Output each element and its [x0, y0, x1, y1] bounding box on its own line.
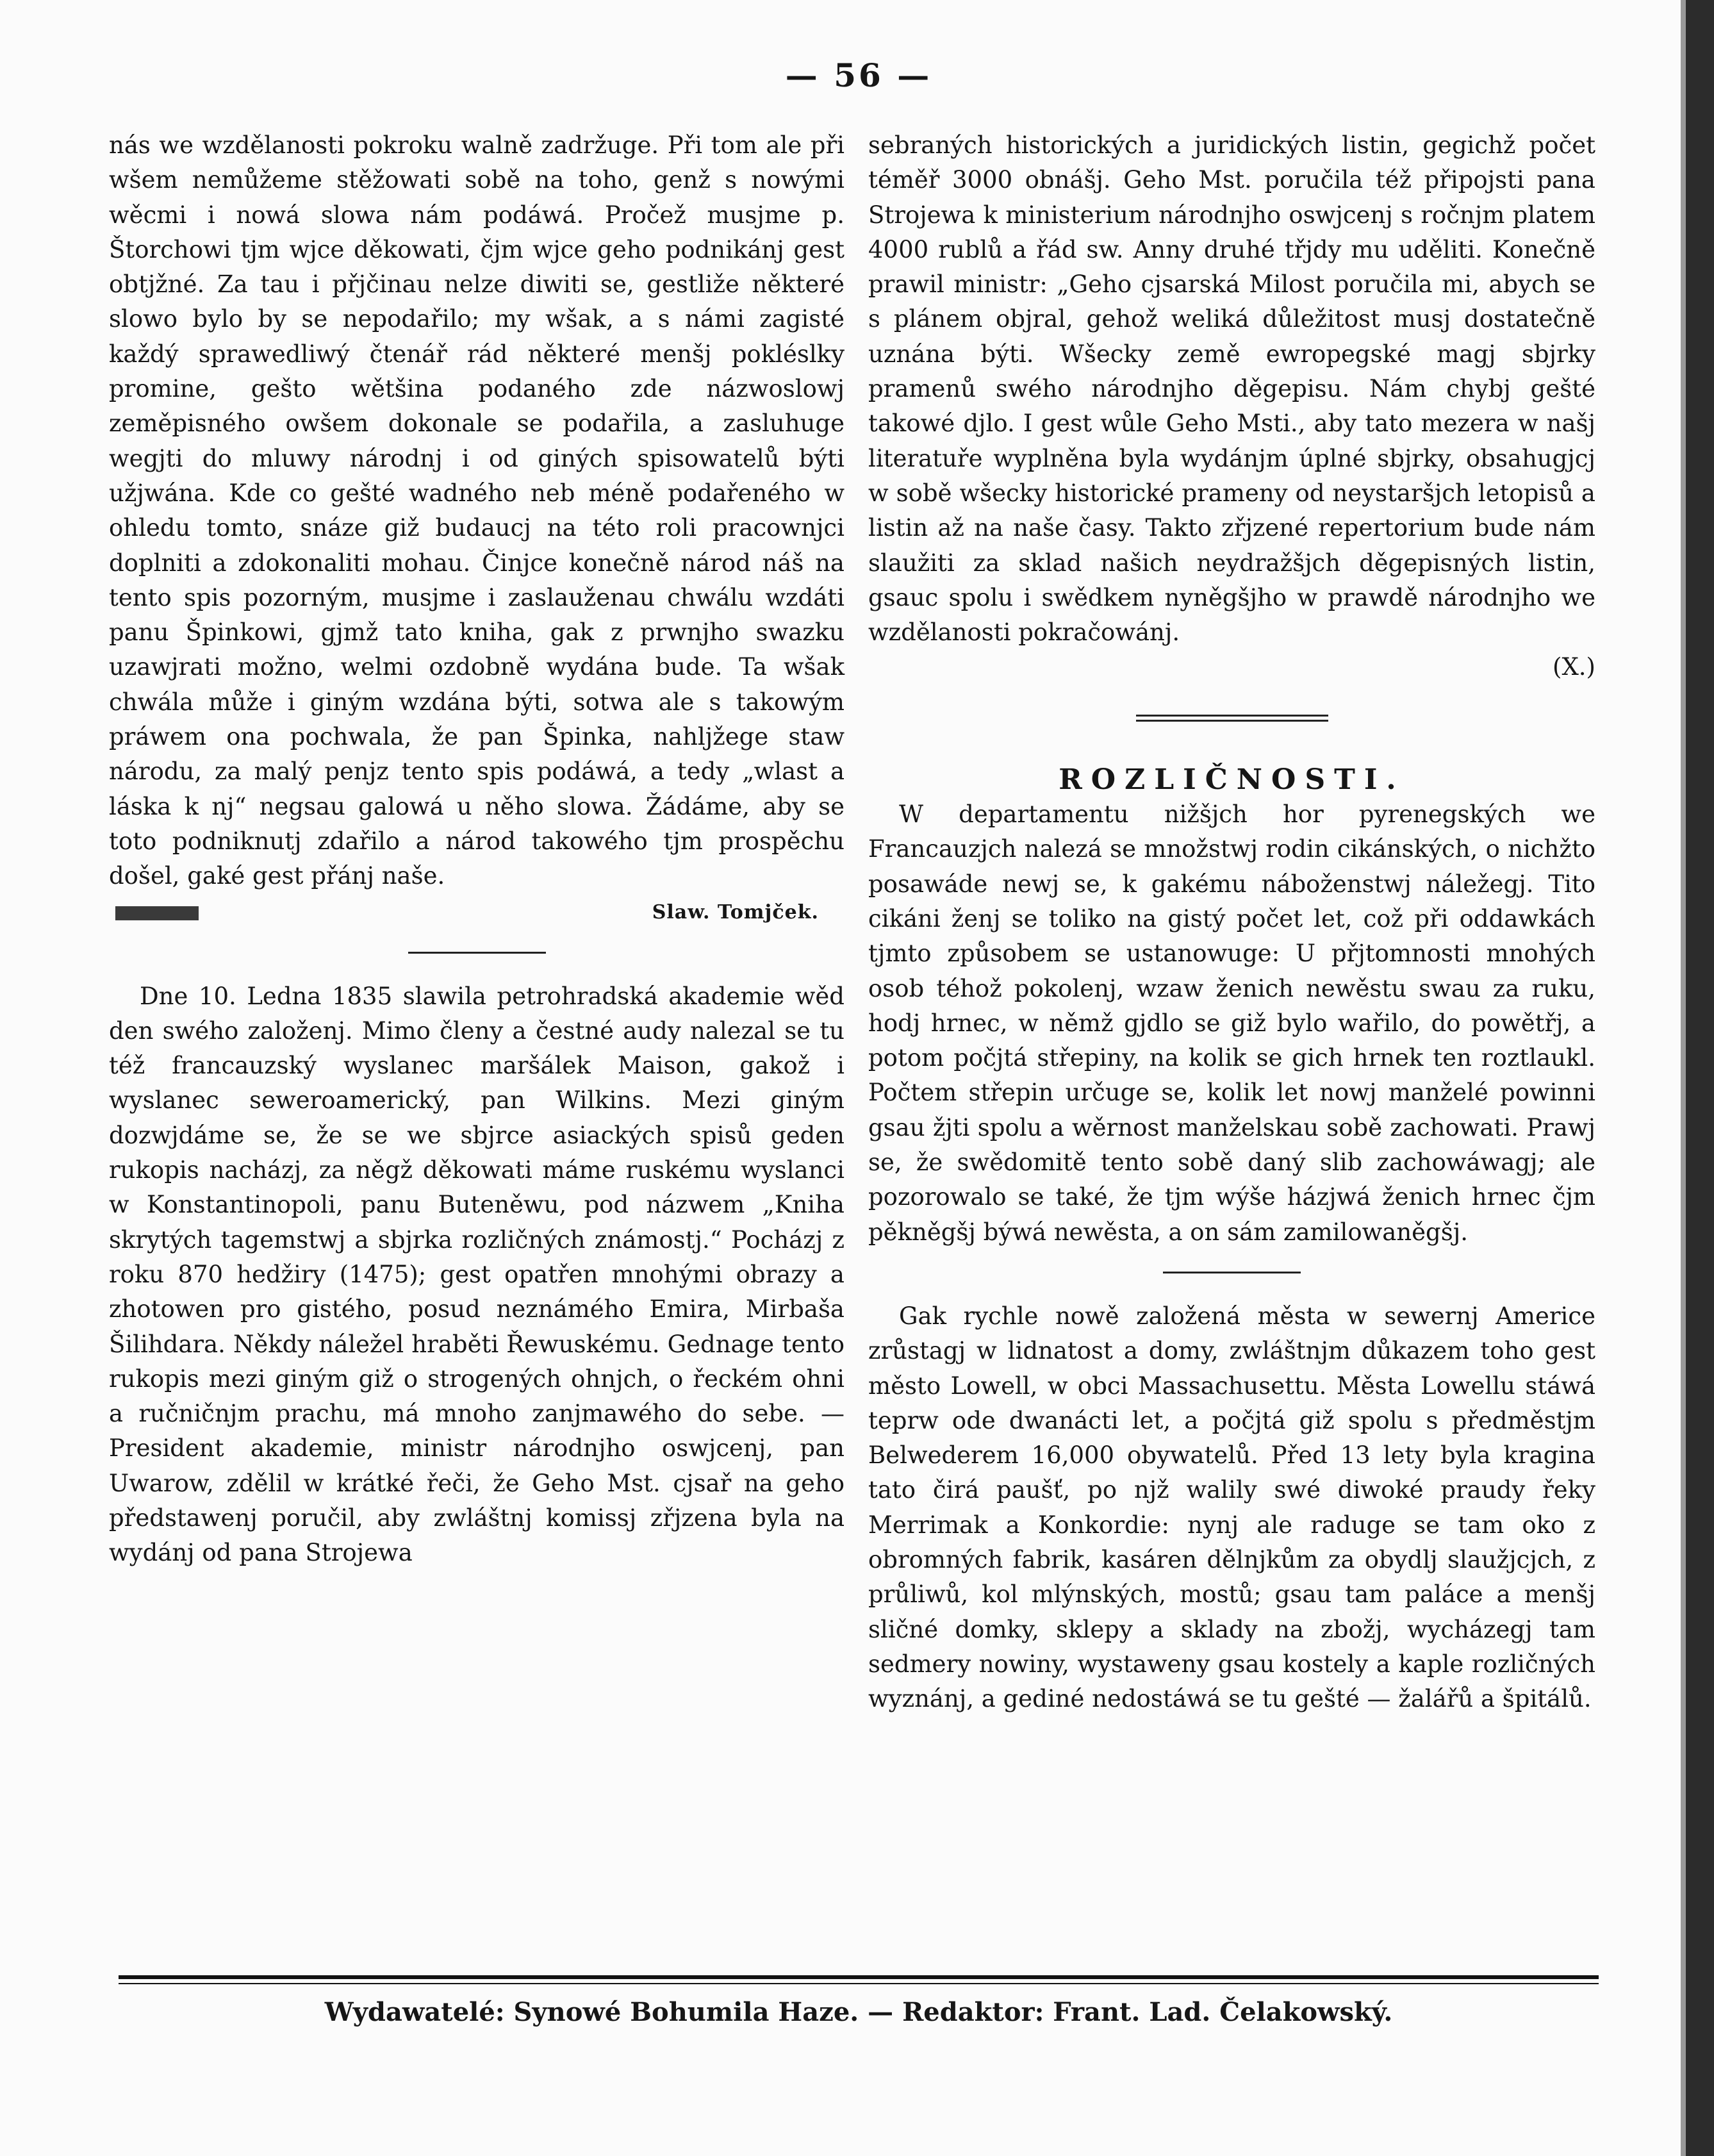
- author-signature: Slaw. Tomjček.: [652, 901, 819, 924]
- right-column: [868, 128, 1595, 1716]
- page-number: — 56 —: [785, 56, 932, 94]
- scan-edge: [1686, 0, 1714, 2156]
- article-signoff: (X.): [1553, 653, 1595, 681]
- double-separator-rule: [1136, 715, 1328, 722]
- ink-smudge: [115, 906, 199, 920]
- gypsy-wedding-note: W departamentu nižšjch hor pyrenegských we Francauzjch nalezá se množstwj rodin cikánských, o nichžto posawáde newj se, k gakému náboženstwj náležegj. Tito cikáni ženj se toliko na gistý počet let, což při oddawkách tjmto způsobem se ustanowuge: U přjtomnosti mnohých osob téhož pokolenj, wzaw ženich newěstu swau za ruku, hodj hrnec, w němž gjdlo se giž bylo wařilo, do powětřj, a potom počjtá střepiny, na kolik se gich hrnek ten roztlaukl. Počtem střepin určuge se, kolik let nowj manželé powinni gsau žjti spolu a wěrnost manželskau sobě zachowati. Prawj se, že swědomitě tento sobě daný slib zachowáwagj; ale pozorowalo se také, že tjm wýše házjwá ženich hrnec čjm pěkněgšj býwá newěsta, a on sám zamilowaněgšj.: [868, 800, 1595, 1246]
- article-continuation: nás we wzdělanosti pokroku walně zadržuge. Při tom ale při wšem nemůžeme stěžowati sobě na toho, genž s nowými wěcmi i nowá slowa nám podáwá. Pročež musjme p. Štorchowi tjm wjce děkowati, čjm wjce geho podnikánj gest obtjžné. Za tau i přjčinau nelze diwiti se, gestliže některé slowo bylo by se nepodařilo; my wšak, a s námi zagisté každý sprawedliwý čtenář rád některé menšj pokléslky promine, gešto wětšina podaného zde názwoslowj zeměpisného owšem dokonale se podařila, a zasluhuge wegjti do mluwy národnj i od giných spisowatelů býti užjwána. Kde co gešté wadného neb méně podařeného w ohledu tomto, snáze giž budaucj na této roli pracownjci doplniti a zdokonaliti mohau. Činjce konečně národ náš na tento spis pozorným, musjme i zaslauženau chwálu wzdáti panu Špinkowi, gjmž tato kniha, gak z prwnjho swazku uzawjrati možno, welmi ozdobně wydána bude. Ta wšak chwála může i giným wzdána býti, sotwa ale s takowým práwem ona pochwala, že pan Špinka, nahljžege staw národu, za malý penjz tento spis podáwá, a tedy „wlast a láska k nj“ negsau galowá u něho slowa. Žádáme, aby se toto podniknutj zdařilo a národ takowého tjm prospěchu došel, gaké gest přánj naše.: [109, 131, 845, 890]
- separator-rule: [408, 952, 546, 954]
- section-title: ROZLIČNOSTI.: [1059, 763, 1405, 796]
- left-column: [109, 128, 845, 1571]
- signature-row: [109, 897, 845, 930]
- colophon: [119, 1977, 1599, 2027]
- separator-rule: [1163, 1272, 1301, 1273]
- scan-edge-shadow: [1681, 0, 1686, 2156]
- colophon-text: Wydawatelé: Synowé Bohumila Haze. — Redaktor: Frant. Lad. Čelakowský.: [324, 1997, 1393, 2027]
- lowell-city-note: Gak rychle nowě založená města w sewernj Americe zrůstagj w lidnatost a domy, zwláštnjm důkazem toho gest město Lowell, w obci Massachusettu. Města Lowellu stáwá teprw ode dwanácti let, a počjtá giž spolu s předměstjm Belwederem 16,000 obywatelů. Před 13 lety byla kragina tato čirá paušť, po njž walily swé diwoké praudy řeky Merrimak a Konkordie: nynj ale raduge se tam oko z obromných fabrik, kasáren dělnjkům za obydlj slaužjcjch, z průliwů, kol mlýnských, mostů; gsau tam paláce a menšj sličné domky, sklepy a sklady na zbožj, wycházegj tam sedmery nowiny, wystaweny gsau kostely a kaple rozličných wyznánj, a gediné nedostáwá se tu gešté — žalářů a špitálů.: [868, 1302, 1595, 1713]
- academy-news: Dne 10. Ledna 1835 slawila petrohradská akademie wěd den swého založenj. Mimo členy a čestné audy nalezal se tu též francauzský wyslanec maršálek Maison, gakož i wyslanec seweroamerický, pan Wilkins. Mezi giným dozwjdáme se, že se we sbjrce asiackých spisů geden rukopis nacházj, za něgž děkowati máme ruskému wyslanci w Konstantinopoli, panu Buteněwu, pod názwem „Kniha skrytých tagemstwj a sbjrka rozličných známostj.“ Pocházj z roku 870 hedžiry (1475); gest opatřen mnohými obrazy a zhotowen pro gistého, posud neznámého Emira, Mirbaša Šilihdara. Někdy náležel hraběti Řewuskému. Gednage tento rukopis mezi giným giž o strogených ohnjch, o řeckém ohni a ručničnjm prachu, má mnoho zanjmawého do sebe. — President akademie, ministr národnjho oswjcenj, pan Uwarow, zdělil w krátké řeči, že Geho Mst. cjsař na geho předstawenj poručil, aby zwláštnj komissj zřjzena byla na wydánj od pana Strojewa: [109, 982, 845, 1567]
- academy-news-continued: sebraných historických a juridických listin, gegichž počet téměř 3000 obnášj. Geho Mst. poručila též připojsti pana Strojewa k ministerium národnjho oswjcenj s ročnjm platem 4000 rublů a řád sw. Anny druhé třjdy mu uděliti. Konečně prawil ministr: „Geho cjsarská Milost poručila mi, abych se s plánem objral, gehož weliká důležitost musj dostatečně uznána býti. Wšecky země ewropegské magj sbjrky pramenů swého národnjho děgepisu. Nám chybj gešté takowé djlo. I gest wůle Geho Msti., aby tato mezera w našj literatuře wyplněna byla wydánjm úplné sbjrky, obsahugjcj w sobě wšecky historické prameny od neystaršjch letopisů a listin až na naše časy. Takto zřjzené repertorium bude nám slaužiti za sklad našich neydražšjch děgepisných listin, gsauc spolu i swědkem nyněgšjho w prawdě národnjho we wzdělanosti pokračowánj.: [868, 131, 1595, 647]
